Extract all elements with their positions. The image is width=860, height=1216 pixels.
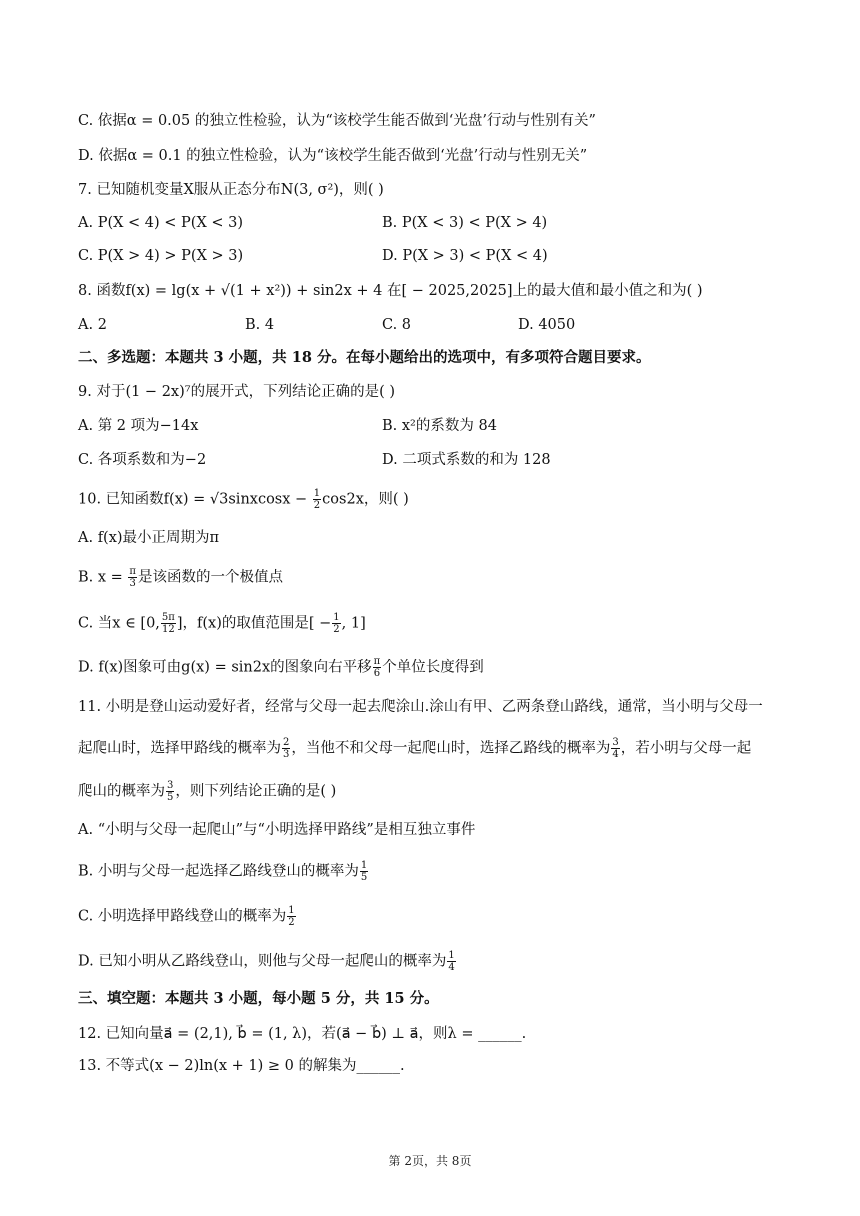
q6-option-d: D. 依据α = 0.1 的独立性检验，认为“该校学生能否做到‘光盘’行动与性别无关” (78, 148, 588, 164)
q11-option-b-text: B. 小明与父母一起选择乙路线登山的概率为 (78, 863, 359, 880)
fraction-denominator: 5 (167, 792, 174, 803)
q8-option-a: A. 2 (78, 317, 107, 333)
q11-stem-line3-text: 爬山的概率为 (78, 783, 165, 800)
q10-stem-text: 10. 已知函数f(x) = √3sinxcosx − (78, 491, 308, 508)
q11-option-c-text: C. 小明选择甲路线登山的概率为 (78, 908, 287, 925)
q10-option-d-text: D. f(x)图象可由g(x) = sin2x的图象向右平移 (78, 659, 372, 676)
q10-option-c-text-end: , 1] (341, 615, 366, 632)
q8-option-c: C. 8 (382, 317, 412, 333)
q10-option-c-text-mid: ]，f(x)的取值范围是[ − (176, 615, 332, 632)
fraction-denominator: 2 (313, 500, 321, 511)
q11-stem-line1: 11. 小明是登山运动爱好者，经常与父母一起去爬涂山.涂山有甲、乙两条登山路线，通常，当小明与父母一 (78, 699, 763, 715)
fraction-denominator: 4 (448, 962, 455, 973)
section-heading-multiple-choice: 二、多选题：本题共 3 小题，共 18 分。在每小题给出的选项中，有多项符合题目要求。 (78, 349, 651, 366)
q9-option-c: C. 各项系数和为−2 (78, 452, 207, 468)
fraction-denominator: 5 (360, 872, 368, 883)
fraction-1-over-5 (360, 860, 368, 883)
fraction-half (313, 488, 321, 511)
fraction-numerator: π (373, 656, 381, 667)
q8-option-d: D. 4050 (518, 317, 576, 333)
q10-option-c (78, 612, 366, 635)
fraction-denominator: 2 (333, 624, 340, 635)
page-footer: 第 2页，共 8页 (388, 1154, 472, 1168)
q10-option-d (78, 656, 484, 679)
q9-option-d: D. 二项式系数的和为 128 (382, 452, 551, 468)
q8-option-b: B. 4 (245, 317, 275, 333)
q13-stem: 13. 不等式(x − 2)ln(x + 1) ≥ 0 的解集为______. (78, 1058, 405, 1074)
fraction-numerator: 1 (333, 612, 340, 623)
q11-stem-line3 (78, 780, 336, 803)
q6-option-c: C. 依据α = 0.05 的独立性检验，认为“该校学生能否做到‘光盘’行动与性别有关” (78, 113, 596, 129)
fraction-denominator: 2 (288, 917, 295, 928)
fraction-3-over-5 (166, 780, 174, 803)
fraction-2-over-3 (282, 737, 290, 760)
q8-stem: 8. 函数f(x) = lg(x + √(1 + x²)) + sin2x + 4 在[ − 2025,2025]上的最大值和最小值之和为( ) (78, 283, 703, 299)
q9-stem: 9. 对于(1 − 2x)⁷的展开式，下列结论正确的是( ) (78, 384, 395, 400)
q7-option-d: D. P(X > 3) < P(X < 4) (382, 248, 548, 264)
fraction-numerator: 1 (313, 488, 321, 499)
fraction-half (332, 612, 340, 635)
fraction-numerator: π (129, 566, 136, 577)
q11-stem-line2-text-mid: ，当他不和父母一起爬山时，选择乙路线的概率为 (291, 740, 611, 757)
fraction-numerator: 5π (161, 612, 175, 623)
fraction-half (287, 905, 295, 928)
fraction-numerator: 1 (360, 860, 368, 871)
q11-option-c (78, 905, 297, 928)
fraction-numerator: 1 (448, 950, 455, 961)
q7-option-a: A. P(X < 4) < P(X < 3) (78, 215, 244, 231)
fraction-numerator: 3 (612, 737, 619, 748)
fraction-3-over-4 (611, 737, 619, 760)
q10-option-b-text-end: 是该函数的一个极值点 (138, 569, 283, 586)
fraction-pi-over-6 (373, 656, 382, 679)
q11-option-d (78, 950, 457, 973)
q7-stem: 7. 已知随机变量X服从正态分布N(3, σ²)，则( ) (78, 182, 384, 198)
q12-stem: 12. 已知向量a⃗ = (2,1), b⃗ = (1, λ)，若(a⃗ − b⃗) ⊥ a⃗，则λ = ______. (78, 1026, 527, 1042)
q11-stem-line2 (78, 737, 751, 760)
fraction-numerator: 2 (283, 737, 290, 748)
fraction-numerator: 1 (288, 905, 295, 916)
q7-option-c: C. P(X > 4) > P(X > 3) (78, 248, 244, 264)
q11-stem-line2-text: 起爬山时，选择甲路线的概率为 (78, 740, 281, 757)
fraction-denominator: 12 (162, 624, 175, 635)
fraction-denominator: 6 (373, 668, 381, 679)
q10-stem (78, 488, 409, 511)
fraction-numerator: 3 (167, 780, 174, 791)
q11-option-a: A. “小明与父母一起爬山”与“小明选择甲路线”是相互独立事件 (78, 822, 476, 838)
q10-stem-text-end: cos2x，则( ) (322, 491, 409, 508)
fraction-denominator: 4 (612, 749, 619, 760)
q9-option-b: B. x²的系数为 84 (382, 418, 497, 434)
q11-stem-line2-text-end: ，若小明与父母一起 (620, 740, 752, 757)
q11-option-b (78, 860, 369, 883)
q11-option-d-text: D. 已知小明从乙路线登山，则他与父母一起爬山的概率为 (78, 953, 447, 970)
fraction-5pi-over-12 (161, 612, 176, 635)
q10-option-b (78, 566, 283, 589)
q10-option-d-text-end: 个单位长度得到 (382, 659, 484, 676)
fraction-1-over-4 (447, 950, 455, 973)
q9-option-a: A. 第 2 项为−14x (78, 418, 199, 434)
q10-option-a: A. f(x)最小正周期为π (78, 530, 220, 546)
q11-stem-line3-text-end: ，则下列结论正确的是( ) (175, 783, 337, 800)
fraction-denominator: 3 (129, 578, 136, 589)
fraction-pi-over-3 (128, 566, 137, 589)
q10-option-b-text: B. x = (78, 569, 123, 586)
section-heading-fill-in: 三、填空题：本题共 3 小题，每小题 5 分，共 15 分。 (78, 990, 439, 1007)
q10-option-c-text: C. 当x ∈ [0, (78, 615, 160, 632)
fraction-denominator: 3 (283, 749, 290, 760)
q7-option-b: B. P(X < 3) < P(X > 4) (382, 215, 548, 231)
